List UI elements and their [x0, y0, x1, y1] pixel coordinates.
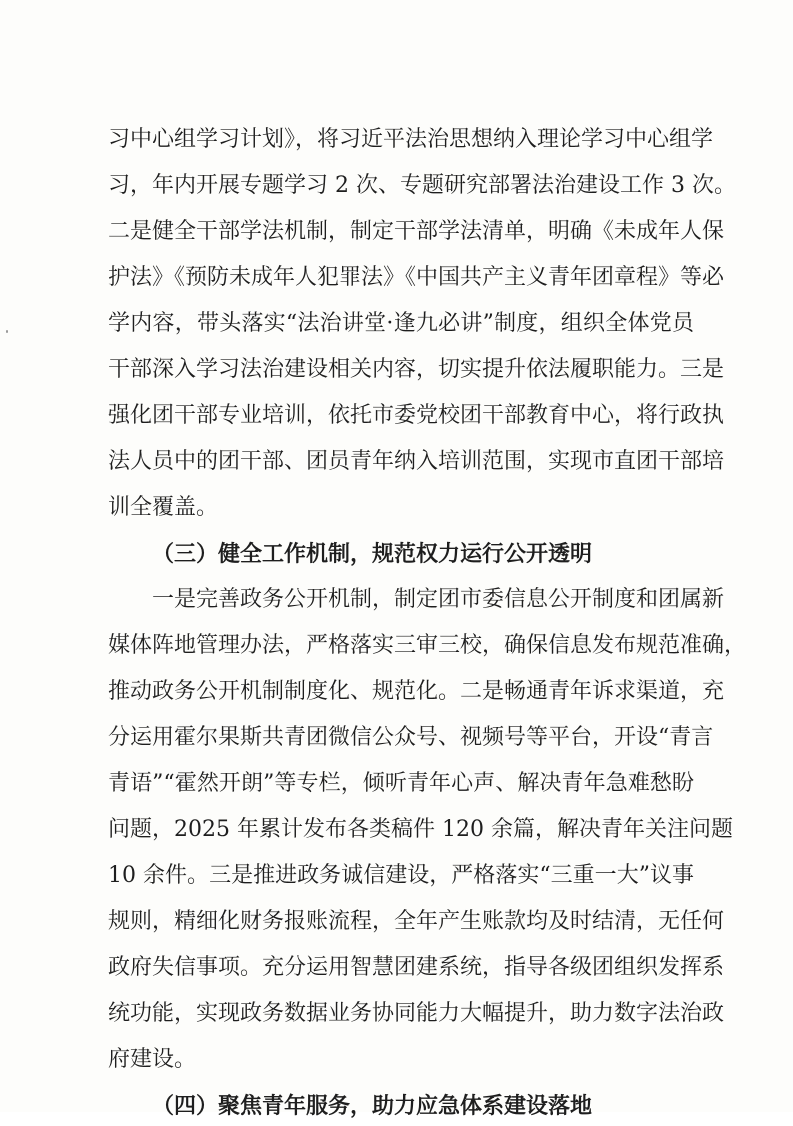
text-line: 问题，2025 年累计发布各类稿件 120 余篇，解决青年关注问题 — [108, 817, 733, 842]
text-line: 府建设。 — [108, 1047, 197, 1072]
scan-speck — [6, 330, 8, 333]
text-line: 青语”“霍然开朗”等专栏，倾听青年心声、解决青年急难愁盼 — [108, 771, 694, 796]
text-line: 训全覆盖。 — [108, 495, 219, 520]
text-line: 10 余件。三是推进政务诚信建设，严格落实“三重一大”议事 — [108, 863, 694, 888]
text-line: 学内容，带头落实“法治讲堂·逢九必讲”制度，组织全体党员 — [108, 311, 694, 336]
text-line: 干部深入学习法治建设相关内容，切实提升依法履职能力。三是 — [108, 357, 725, 382]
text-line: 媒体阵地管理办法，严格落实三审三校，确保信息发布规范准确， — [108, 633, 747, 658]
text-line: 习中心组学习计划》，将习近平法治思想纳入理论学习中心组学 — [108, 127, 714, 152]
text-line: 二是健全干部学法机制，制定干部学法清单，明确《未成年人保 — [108, 219, 725, 244]
text-line: 强化团干部专业培训，依托市委党校团干部教育中心，将行政执 — [108, 403, 725, 428]
text-line: 统功能，实现政务数据业务协同能力大幅提升，助力数字法治政 — [108, 1001, 725, 1026]
section-heading-4: （四）聚焦青年服务，助力应急体系建设落地 — [152, 1093, 593, 1119]
text-line: 分运用霍尔果斯共青团微信公众号、视频号等平台，开设“青言 — [108, 725, 714, 750]
section-heading-3: （三）健全工作机制，规范权力运行公开透明 — [152, 541, 593, 567]
text-line: 推动政务公开机制制度化、规范化。二是畅通青年诉求渠道，充 — [108, 679, 725, 704]
text-line: 习，年内开展专题学习 2 次、专题研究部署法治建设工作 3 次。 — [108, 173, 736, 198]
text-line: 护法》《预防未成年人犯罪法》《中国共产主义青年团章程》等必 — [108, 265, 725, 290]
text-line: 政府失信事项。充分运用智慧团建系统，指导各级团组织发挥系 — [108, 955, 725, 980]
text-line: 规则，精细化财务报账流程，全年产生账款均及时结清，无任何 — [108, 909, 725, 934]
text-line: 法人员中的团干部、团员青年纳入培训范围，实现市直团干部培 — [108, 449, 725, 474]
text-line: 一是完善政务公开机制，制定团市委信息公开制度和团属新 — [152, 587, 725, 612]
